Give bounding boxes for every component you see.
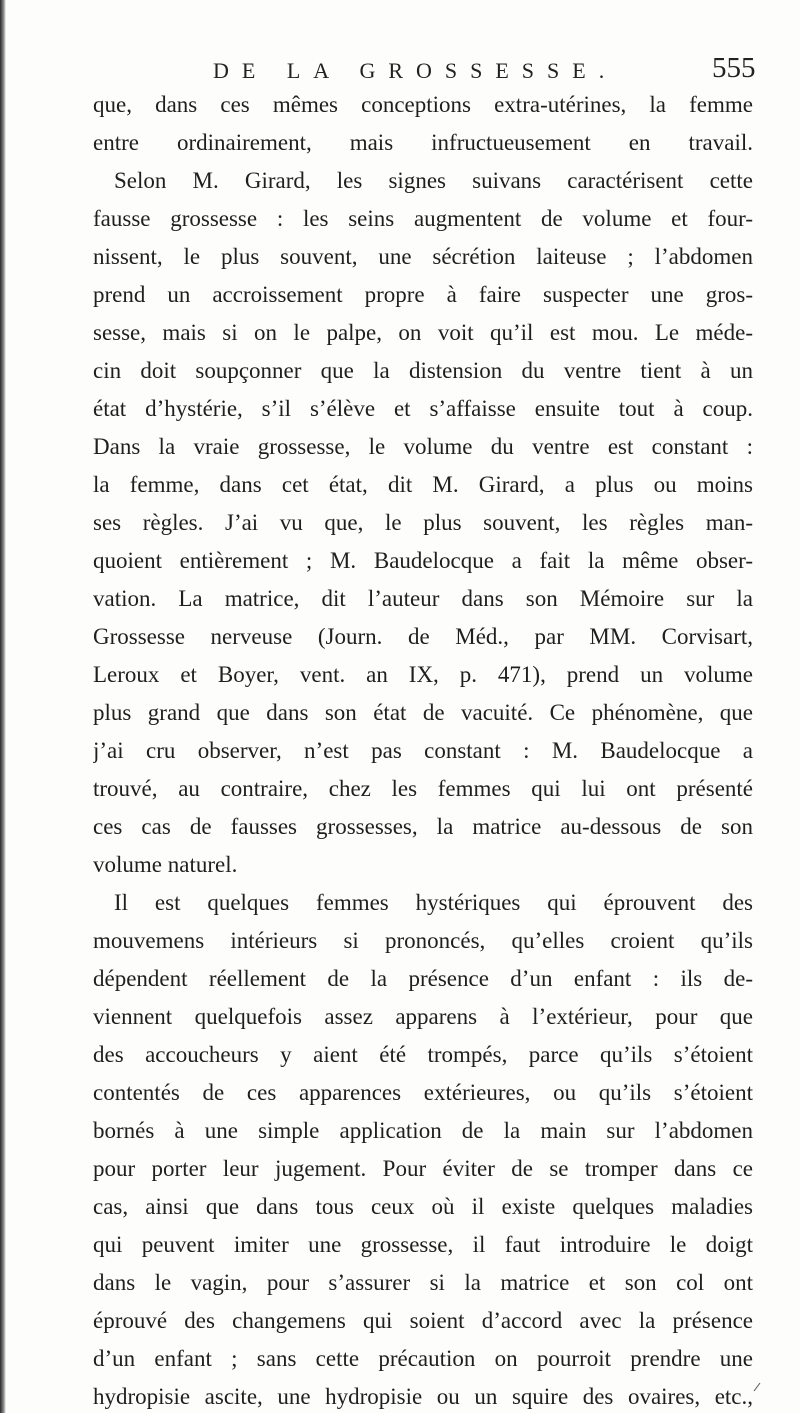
- text-line: hydropisie ascite, une hydropisie ou un squire des ovaires, etc.,: [93, 1384, 753, 1409]
- text-line: quoient entièrement ; M. Baudelocque a fait la même obser-: [93, 548, 753, 573]
- text-line: Il est quelques femmes hystériques qui éprouvent des: [114, 890, 753, 915]
- page-number: 555: [712, 52, 756, 84]
- text-line: état d’hystérie, s’il s’élève et s’affaisse ensuite tout à coup.: [93, 396, 753, 421]
- running-head: DE LA GROSSESSE.: [213, 58, 618, 83]
- text-line: entre ordinairement, mais infructueusement en travail.: [93, 130, 753, 155]
- text-line: nissent, le plus souvent, une sécrétion laiteuse ; l’abdomen: [93, 244, 753, 269]
- ink-mark: [752, 1382, 762, 1392]
- text-line: d’un enfant ; sans cette précaution on pourroit prendre une: [93, 1346, 753, 1371]
- text-line: que, dans ces mêmes conceptions extra-utérines, la femme: [93, 92, 753, 117]
- text-line: Dans la vraie grossesse, le volume du ventre est constant :: [93, 434, 753, 459]
- text-line: bornés à une simple application de la main sur l’abdomen: [93, 1118, 753, 1143]
- text-line: cin doit soupçonner que la distension du ventre tient à un: [93, 358, 753, 383]
- text-line: j’ai cru observer, n’est pas constant : M. Baudelocque a: [93, 738, 753, 763]
- text-line: la femme, dans cet état, dit M. Girard, a plus ou moins: [93, 472, 753, 497]
- text-line: Leroux et Boyer, vent. an IX, p. 471), prend un volume: [93, 662, 753, 687]
- text-line: éprouvé des changemens qui soient d’accord avec la présence: [93, 1308, 753, 1333]
- text-line: fausse grossesse : les seins augmentent de volume et four-: [93, 206, 753, 231]
- text-line: des accoucheurs y aient été trompés, parce qu’ils s’étoient: [93, 1042, 753, 1067]
- text-line: viennent quelquefois assez apparens à l’extérieur, pour que: [93, 1004, 753, 1029]
- text-line: trouvé, au contraire, chez les femmes qui lui ont présenté: [93, 776, 753, 801]
- text-line: ces cas de fausses grossesses, la matrice au-dessous de son: [93, 814, 753, 839]
- text-line: qui peuvent imiter une grossesse, il faut introduire le doigt: [93, 1232, 753, 1257]
- text-line: vation. La matrice, dit l’auteur dans son Mémoire sur la: [93, 586, 753, 611]
- page-binding-edge: [0, 0, 6, 1413]
- text-line: dans le vagin, pour s’assurer si la matrice et son col ont: [93, 1270, 753, 1295]
- text-line: prend un accroissement propre à faire suspecter une gros-: [93, 282, 753, 307]
- text-line: ses règles. J’ai vu que, le plus souvent, les règles man-: [93, 510, 753, 535]
- text-line: volume naturel.: [93, 852, 238, 877]
- text-line: mouvemens intérieurs si prononcés, qu’elles croient qu’ils: [93, 928, 753, 953]
- text-line: Grossesse nerveuse (Journ. de Méd., par MM. Corvisart,: [93, 624, 753, 649]
- text-line: Selon M. Girard, les signes suivans caractérisent cette: [114, 168, 753, 193]
- text-line: plus grand que dans son état de vacuité. Ce phénomène, que: [93, 700, 753, 725]
- text-line: contentés de ces apparences extérieures, ou qu’ils s’étoient: [93, 1080, 753, 1105]
- text-line: dépendent réellement de la présence d’un enfant : ils de-: [93, 966, 753, 991]
- text-line: pour porter leur jugement. Pour éviter de se tromper dans ce: [93, 1156, 753, 1181]
- text-line: cas, ainsi que dans tous ceux où il existe quelques maladies: [93, 1194, 753, 1219]
- text-line: sesse, mais si on le palpe, on voit qu’il est mou. Le méde-: [93, 320, 753, 345]
